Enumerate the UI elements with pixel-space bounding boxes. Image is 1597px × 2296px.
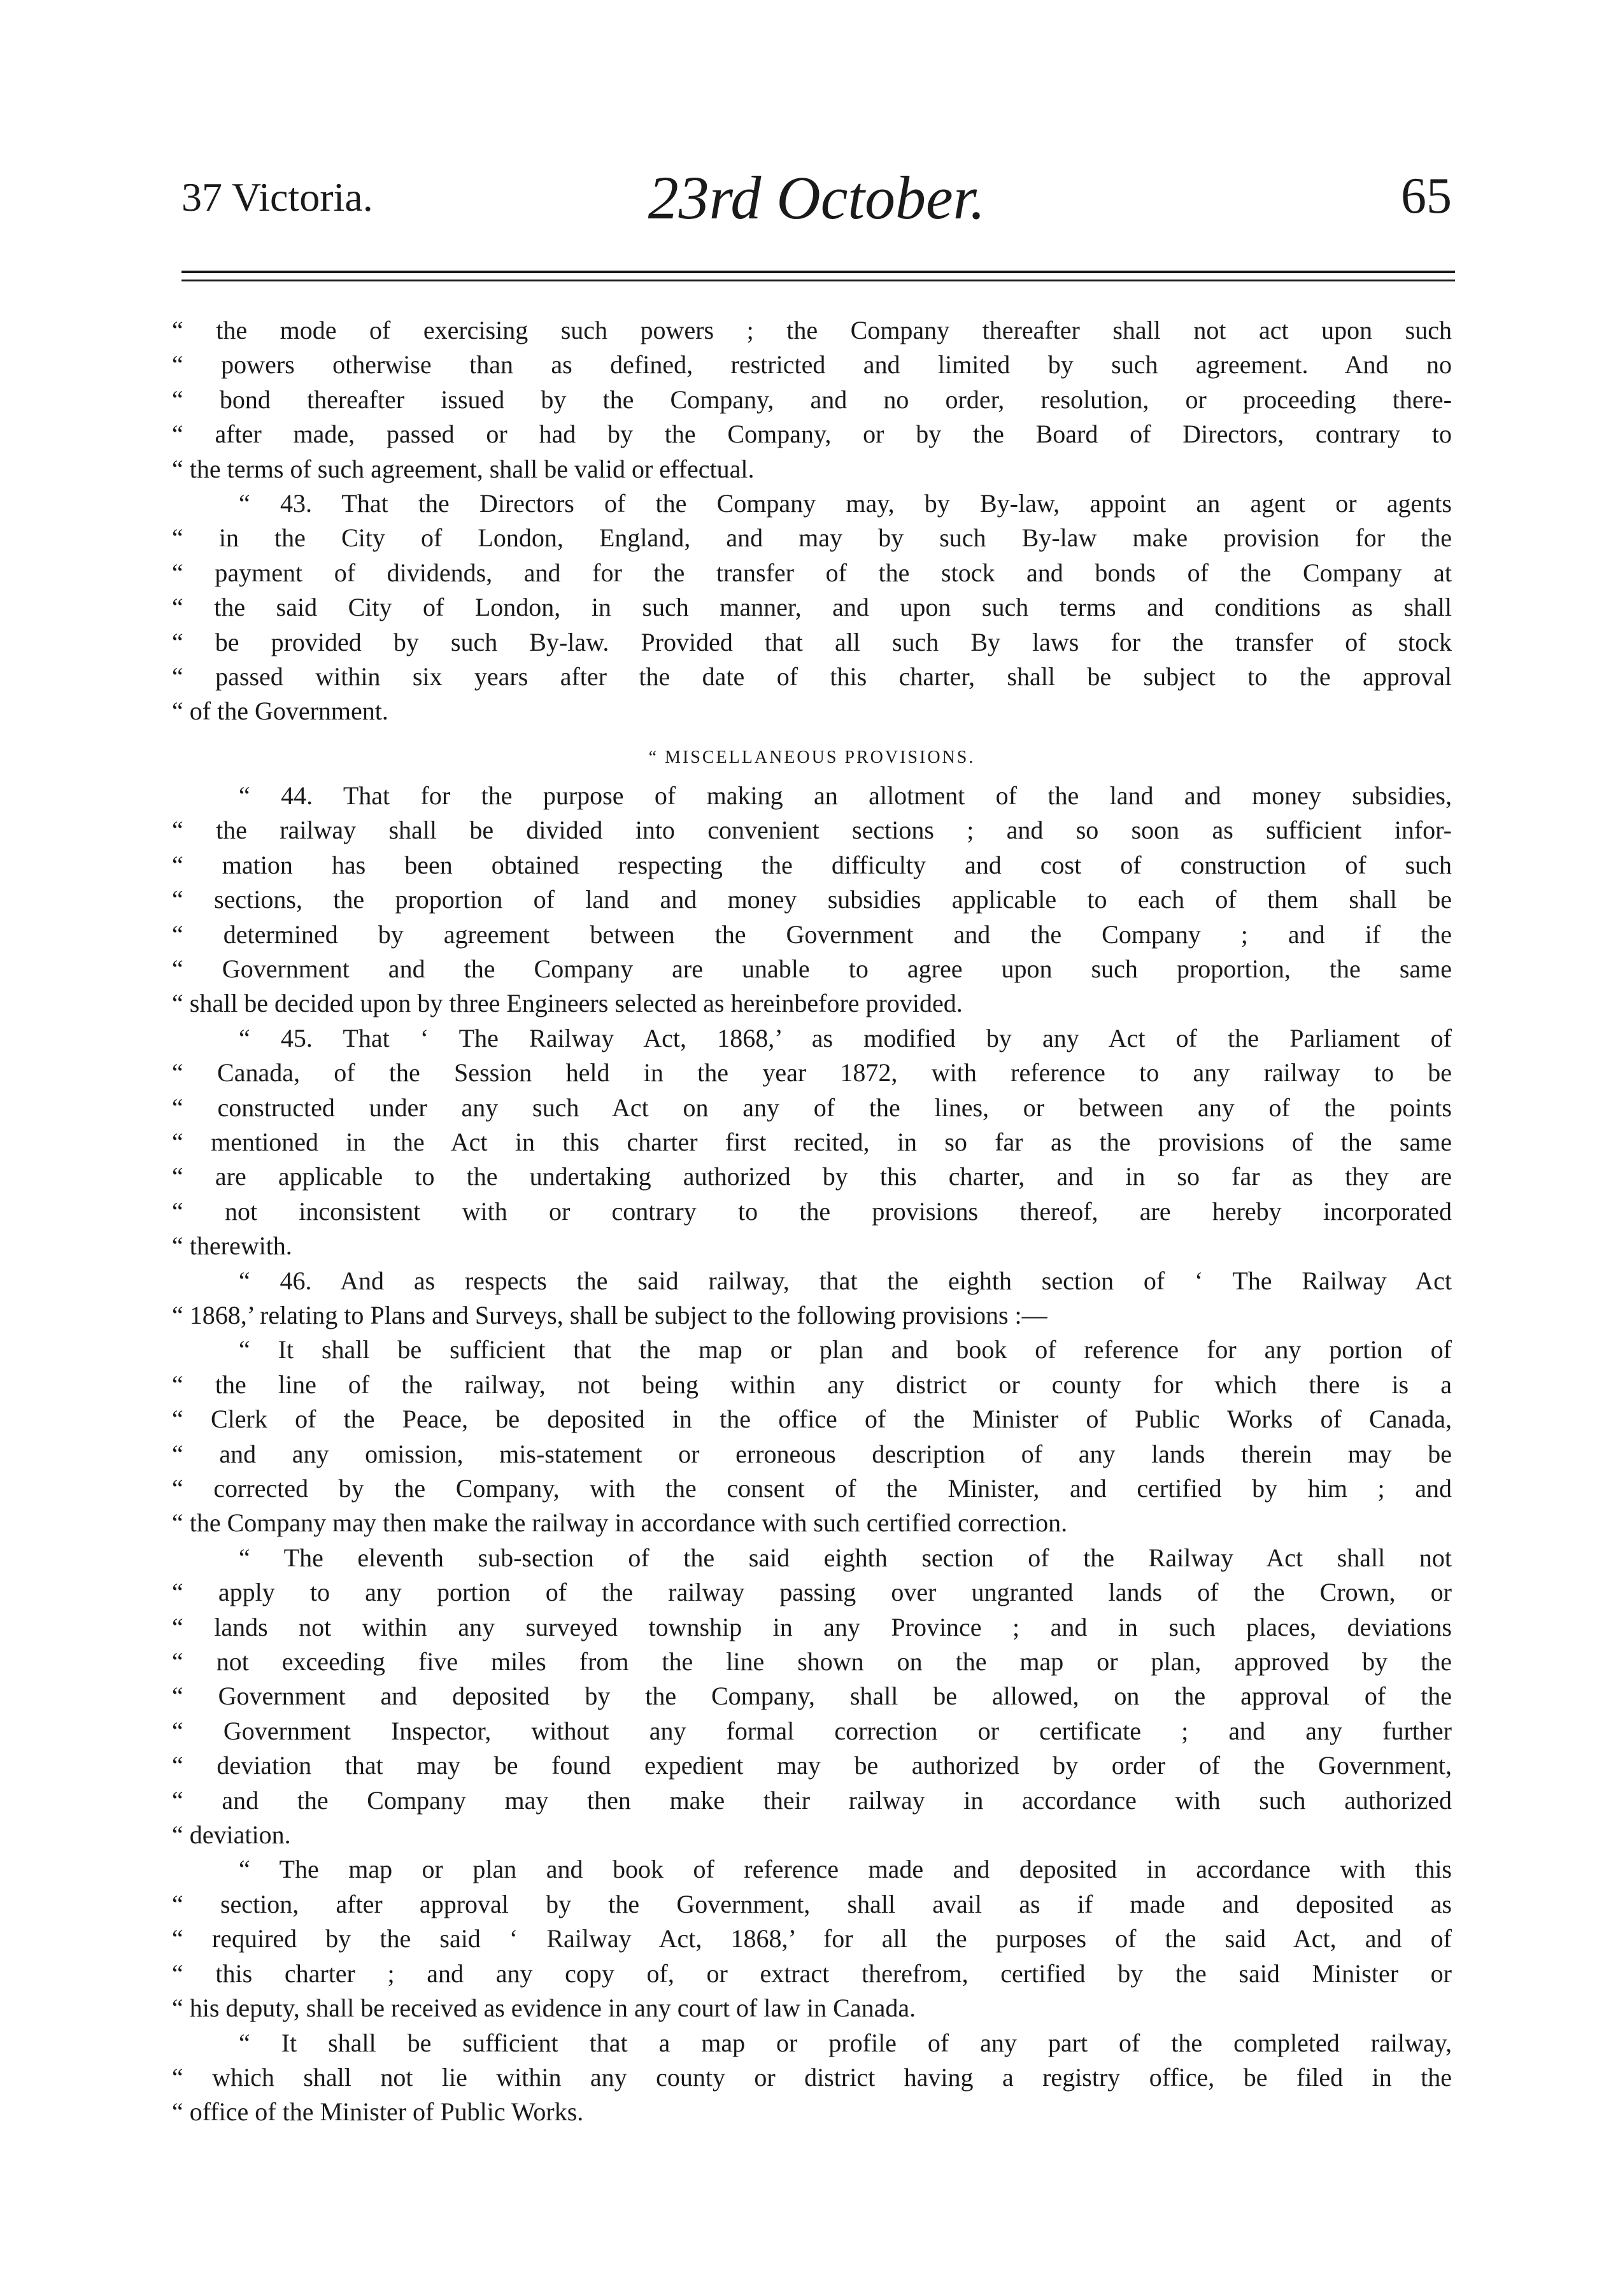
text-line: “ Government and deposited by the Company, shall be allowed, on the approval of the bbox=[172, 1682, 1452, 1711]
text-line: “ section, after approval by the Government, shall avail as if made and deposited as bbox=[172, 1889, 1452, 1918]
text-line: “ required by the said ‘ Railway Act, 1868,’ for all the purposes of the said Act, and of bbox=[172, 1924, 1452, 1953]
text-line: “ 43. That the Directors of the Company may, by By-law, appoint an agent or agents bbox=[239, 489, 1452, 518]
paragraph bbox=[172, 1333, 1452, 1540]
text-line: “ shall be decided upon by three Engineers selected as hereinbefore provided. bbox=[172, 989, 963, 1018]
text-line: “ are applicable to the undertaking authorized by this charter, and in so far as they are bbox=[172, 1162, 1452, 1191]
text-line: “ not exceeding five miles from the line shown on the map or plan, approved by the bbox=[172, 1647, 1452, 1676]
text-line: “ the terms of such agreement, shall be valid or effectual. bbox=[172, 454, 755, 483]
text-line: “ in the City of London, England, and may by such By-law make provision for the bbox=[172, 523, 1452, 553]
text-line: “ payment of dividends, and for the transfer of the stock and bonds of the Company at bbox=[172, 558, 1452, 587]
text-line: “ lands not within any surveyed township in any Province ; and in such places, deviations bbox=[172, 1612, 1452, 1641]
text-line: “ The map or plan and book of reference made and deposited in accordance with this bbox=[239, 1855, 1452, 1884]
section-heading: “ MISCELLANEOUS PROVISIONS. bbox=[648, 747, 976, 767]
text-line: “ deviation. bbox=[172, 1820, 291, 1850]
document-body bbox=[172, 313, 1452, 2130]
text-line: “ 1868,’ relating to Plans and Surveys, shall be subject to the following provisions :— bbox=[172, 1300, 1047, 1329]
text-line: “ Canada, of the Session held in the year 1872, with reference to any railway to be bbox=[172, 1058, 1452, 1088]
text-line: “ Government Inspector, without any formal correction or certificate ; and any further bbox=[172, 1716, 1452, 1745]
text-line: “ constructed under any such Act on any of the lines, or between any of the points bbox=[172, 1093, 1452, 1122]
header-date: 23rd October. bbox=[648, 164, 986, 232]
header-regnal-year: 37 Victoria. bbox=[181, 174, 373, 220]
text-line: “ sections, the proportion of land and money subsidies applicable to each of them shall be bbox=[172, 885, 1452, 914]
text-line: “ mentioned in the Act in this charter first recited, in so far as the provisions of the same bbox=[172, 1127, 1452, 1156]
text-line: “ be provided by such By-law. Provided that all such By laws for the transfer of stock bbox=[172, 627, 1452, 656]
text-line: “ apply to any portion of the railway passing over ungranted lands of the Crown, or bbox=[172, 1578, 1452, 1607]
text-line: “ 45. That ‘ The Railway Act, 1868,’ as modified by any Act of the Parliament of bbox=[239, 1023, 1452, 1052]
paragraph bbox=[172, 1021, 1452, 1264]
text-line: “ after made, passed or had by the Company, or by the Board of Directors, contrary to bbox=[172, 420, 1452, 449]
text-line: “ his deputy, shall be received as evidence in any court of law in Canada. bbox=[172, 1994, 916, 2023]
text-line: “ corrected by the Company, with the consent of the Minister, and certified by him ; and bbox=[172, 1474, 1452, 1503]
text-line: “ Government and the Company are unable to agree upon such proportion, the same bbox=[172, 954, 1452, 983]
text-line: “ office of the Minister of Public Works. bbox=[172, 2097, 584, 2127]
text-line: “ which shall not lie within any county or district having a registry office, be filed in the bbox=[172, 2062, 1452, 2092]
header-double-rule bbox=[181, 271, 1455, 281]
text-line: “ of the Government. bbox=[172, 697, 388, 726]
text-line: “ the railway shall be divided into convenient sections ; and so soon as sufficient infor- bbox=[172, 816, 1452, 845]
text-line: “ the Company may then make the railway in accordance with such certified correction. bbox=[172, 1508, 1068, 1538]
text-line: “ not inconsistent with or contrary to the provisions thereof, are hereby incorporated bbox=[172, 1196, 1452, 1226]
paragraph bbox=[172, 1541, 1452, 1853]
text-line: “ the line of the railway, not being within any district or county for which there is a bbox=[172, 1370, 1452, 1399]
text-line: “ 44. That for the purpose of making an allotment of the land and money subsidies, bbox=[239, 781, 1452, 810]
page-header bbox=[181, 162, 1452, 232]
text-line: “ Clerk of the Peace, be deposited in the office of the Minister of Public Works of Canada, bbox=[172, 1405, 1452, 1434]
text-line: “ deviation that may be found expedient may be authorized by order of the Government, bbox=[172, 1751, 1452, 1780]
paragraph bbox=[172, 1852, 1452, 2025]
paragraph bbox=[172, 2026, 1452, 2130]
paragraph bbox=[172, 313, 1452, 486]
text-line: “ the said City of London, in such manner, and upon such terms and conditions as shall bbox=[172, 593, 1452, 622]
paragraph bbox=[172, 779, 1452, 1021]
paragraph bbox=[172, 1264, 1452, 1333]
text-line: “ bond thereafter issued by the Company, and no order, resolution, or proceeding there- bbox=[172, 385, 1452, 414]
text-line: “ mation has been obtained respecting the difficulty and cost of construction of such bbox=[172, 850, 1452, 879]
text-line: “ The eleventh sub-section of the said eighth section of the Railway Act shall not bbox=[239, 1543, 1452, 1572]
text-line: “ It shall be sufficient that the map or plan and book of reference for any portion of bbox=[239, 1335, 1452, 1364]
page-number: 65 bbox=[1401, 168, 1452, 224]
paragraph bbox=[172, 486, 1452, 729]
text-line: “ this charter ; and any copy of, or extract therefrom, certified by the said Minister or bbox=[172, 1959, 1452, 1988]
text-line: “ determined by agreement between the Government and the Company ; and if the bbox=[172, 919, 1452, 949]
text-line: “ therewith. bbox=[172, 1231, 292, 1261]
text-line: “ It shall be sufficient that a map or profile of any part of the completed railway, bbox=[239, 2028, 1452, 2057]
text-line: “ powers otherwise than as defined, restricted and limited by such agreement. And no bbox=[172, 350, 1452, 379]
text-line: “ and any omission, mis-statement or erroneous description of any lands therein may be bbox=[172, 1439, 1452, 1468]
text-line: “ and the Company may then make their railway in accordance with such authorized bbox=[172, 1785, 1452, 1815]
text-line: “ passed within six years after the date of this charter, shall be subject to the approval bbox=[172, 662, 1452, 691]
text-line: “ the mode of exercising such powers ; the Company thereafter shall not act upon such bbox=[172, 316, 1452, 344]
text-line: “ 46. And as respects the said railway, that the eighth section of ‘ The Railway Act bbox=[239, 1266, 1452, 1295]
